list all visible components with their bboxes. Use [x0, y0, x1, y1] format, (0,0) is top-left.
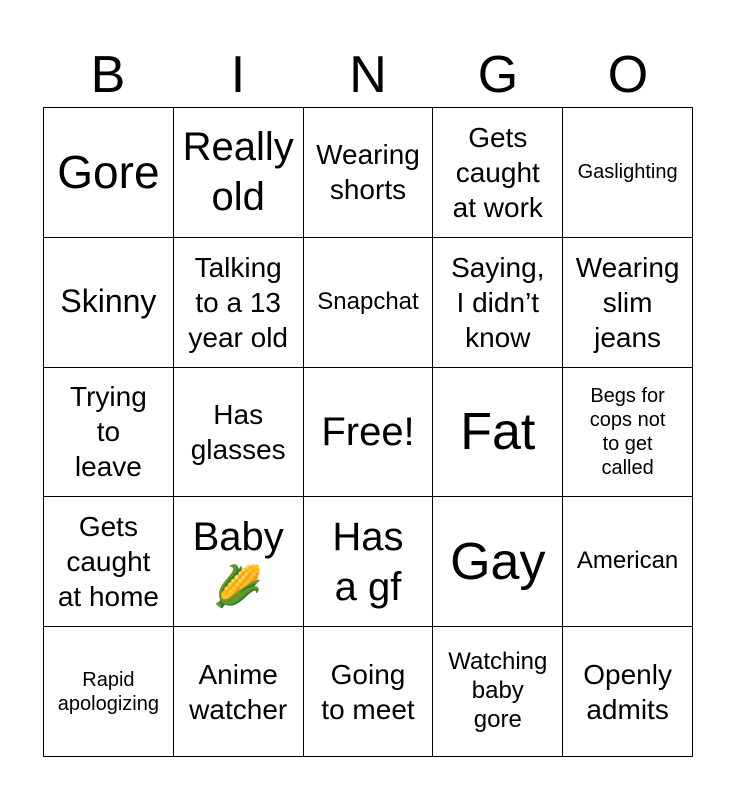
bingo-cell-r1-c5[interactable] — [563, 108, 693, 238]
cell-text: American — [576, 547, 679, 575]
header-letter-g: G — [477, 46, 519, 104]
bingo-cell-r2-c2[interactable] — [174, 238, 304, 368]
bingo-cell-r5-c2[interactable] — [174, 627, 304, 757]
bingo-cell-r4-c1[interactable] — [44, 497, 174, 627]
bingo-cell-r3-c2[interactable] — [174, 368, 304, 498]
cell-text: Watching baby gore — [448, 648, 548, 733]
bingo-cell-r2-c4[interactable] — [433, 238, 563, 368]
cell-text: Openly admits — [583, 658, 672, 725]
bingo-cell-r2-c1[interactable] — [44, 238, 174, 368]
bingo-cell-r1-c3[interactable] — [304, 108, 434, 238]
bingo-cell-r1-c4[interactable] — [433, 108, 563, 238]
cell-text: Baby 🌽 — [192, 514, 284, 609]
cell-text: Has a gf — [332, 514, 404, 609]
bingo-cell-r5-c3[interactable] — [304, 627, 434, 757]
cell-text: Going to meet — [321, 658, 415, 725]
cell-text: Gay — [450, 532, 546, 591]
bingo-cell-r3-c4[interactable] — [433, 368, 563, 498]
cell-text: Saying, I didn’t know — [451, 251, 545, 353]
cell-text: Really old — [182, 125, 294, 220]
bingo-cell-free[interactable] — [304, 368, 434, 498]
cell-text: Begs for cops not to get called — [589, 384, 666, 479]
bingo-cell-r2-c3[interactable] — [304, 238, 434, 368]
bingo-cell-r1-c2[interactable] — [174, 108, 304, 238]
free-space-text: Free! — [321, 409, 415, 454]
cell-text: Anime watcher — [189, 658, 288, 725]
cell-text: Talking to a 13 year old — [188, 251, 288, 353]
cell-text: Rapid apologizing — [57, 668, 159, 715]
cell-text: Trying to leave — [70, 381, 147, 483]
cell-text: Gaslighting — [577, 161, 678, 184]
bingo-cell-r5-c1[interactable] — [44, 627, 174, 757]
bingo-cell-r1-c1[interactable] — [44, 108, 174, 238]
cell-text: Wearing shorts — [316, 139, 420, 206]
bingo-cell-r4-c3[interactable] — [304, 497, 434, 627]
cell-text: Skinny — [60, 283, 157, 320]
header-letter-n: N — [349, 46, 387, 104]
bingo-cell-r2-c5[interactable] — [563, 238, 693, 368]
header-letter-i: I — [230, 46, 246, 104]
bingo-header — [43, 42, 693, 108]
cell-text: Snapchat — [317, 287, 419, 315]
bingo-cell-r5-c5[interactable] — [563, 627, 693, 757]
cell-text: Gore — [57, 145, 160, 198]
cell-text: Has glasses — [190, 398, 286, 465]
cell-text: Wearing slim jeans — [575, 251, 680, 353]
header-letter-b: B — [90, 46, 126, 104]
bingo-cell-r3-c1[interactable] — [44, 368, 174, 498]
bingo-cell-r4-c5[interactable] — [563, 497, 693, 627]
bingo-grid — [43, 107, 693, 757]
bingo-cell-r3-c5[interactable] — [563, 368, 693, 498]
bingo-cell-r4-c2[interactable] — [174, 497, 304, 627]
bingo-cell-r4-c4[interactable] — [433, 497, 563, 627]
header-letter-o: O — [607, 46, 649, 104]
cell-text: Gets caught at work — [452, 121, 543, 223]
cell-text: Fat — [460, 402, 536, 461]
cell-text: Gets caught at home — [57, 511, 159, 613]
bingo-cell-r5-c4[interactable] — [433, 627, 563, 757]
